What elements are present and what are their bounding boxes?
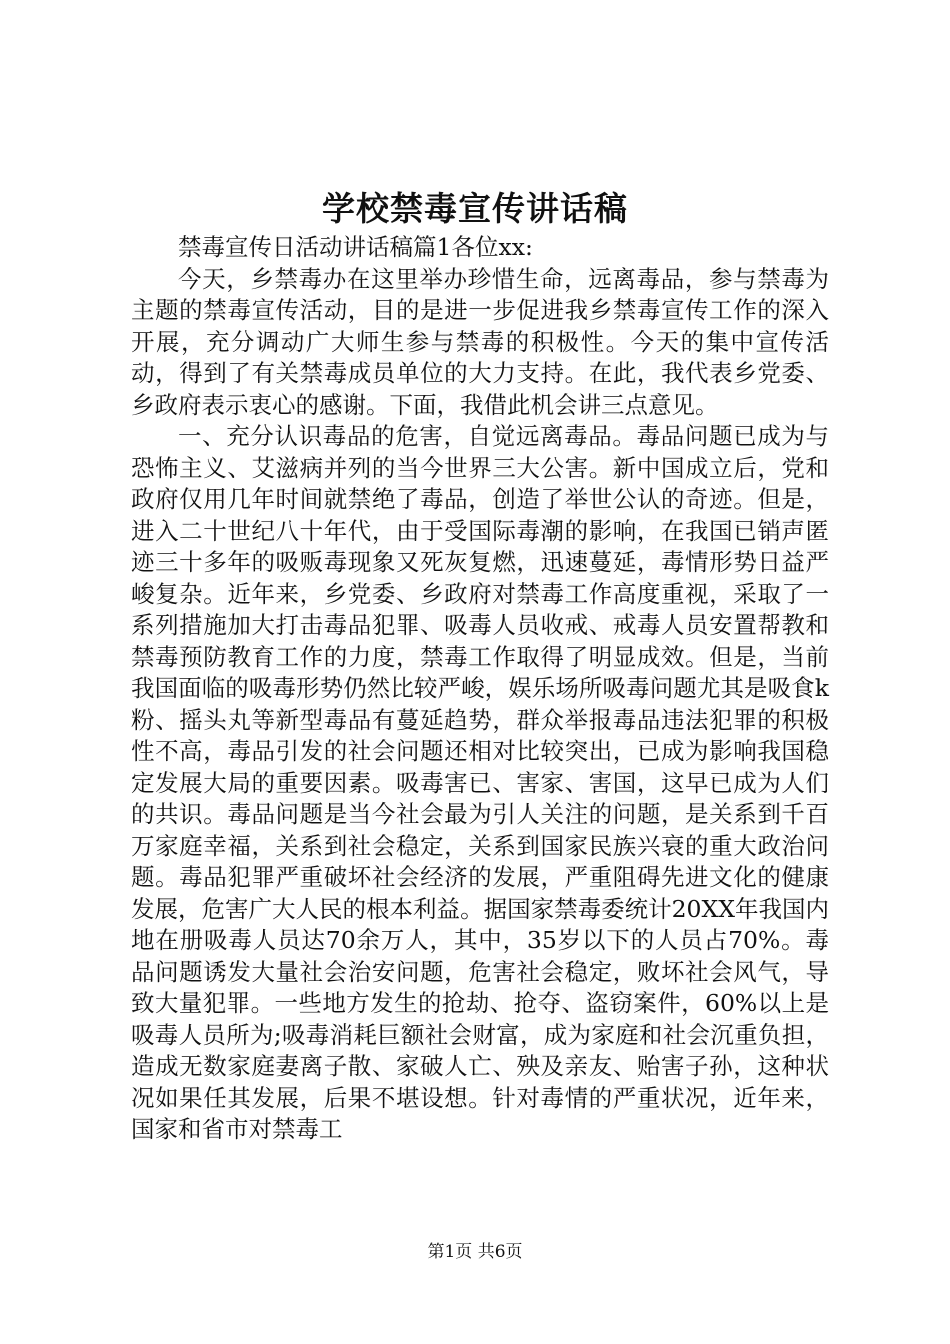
paragraph-introduction: 今天，乡禁毒办在这里举办珍惜生命，远离毒品，参与禁毒为主题的禁毒宣传活动，目的是进一步促进我乡禁毒宣传工作的深入开展，充分调动广大师生参与禁毒的积极性。今天的集中宣传活动，得到了有关禁毒成员单位的大力支持。在此，我代表乡党委、乡政府表示衷心的感谢。下面，我借此机会讲三点意见。 [131,264,829,419]
document-title: 学校禁毒宣传讲话稿 [322,189,628,228]
document-body [131,232,829,1146]
page-number-footer: 第1页 共6页 [427,1242,523,1262]
paragraph-point-one: 一、充分认识毒品的危害，自觉远离毒品。毒品问题已成为与恐怖主义、艾滋病并列的当今世界三大公害。新中国成立后，党和政府仅用几年时间就禁绝了毒品，创造了举世公认的奇迹。但是，进入二十世纪八十年代，由于受国际毒潮的影响，在我国已销声匿迹三十多年的吸贩毒现象又死灰复燃，迅速蔓延，毒情形势日益严峻复杂。近年来，乡党委、乡政府对禁毒工作高度重视，采取了一系列措施加大打击毒品犯罪、吸毒人员收戒、戒毒人员安置帮教和禁毒预防教育工作的力度，禁毒工作取得了明显成效。但是，当前我国面临的吸毒形势仍然比较严峻，娱乐场所吸毒问题尤其是吸食k粉、摇头丸等新型毒品有蔓延趋势，群众举报毒品违法犯罪的积极性不高，毒品引发的社会问题还相对比较突出，已成为影响我国稳定发展大局的重要因素。吸毒害已、害家、害国，这早已成为人们的共识。毒品问题是当今社会最为引人关注的问题，是关系到千百万家庭幸福，关系到社会稳定，关系到国家民族兴衰的重大政治问题。毒品犯罪严重破坏社会经济的发展，严重阻碍先进文化的健康发展，危害广大人民的根本利益。据国家禁毒委统计20XX年我国内地在册吸毒人员达70余万人，其中，35岁以下的人员占70%。毒品问题诱发大量社会治安问题，危害社会稳定，败坏社会风气，导致大量犯罪。一些地方发生的抢劫、抢夺、盗窃案件，60%以上是吸毒人员所为;吸毒消耗巨额社会财富，成为家庭和社会沉重负担，造成无数家庭妻离子散、家破人亡、殃及亲友、贻害子孙，这种状况如果任其发展，后果不堪设想。针对毒情的严重状况，近年来，国家和省市对禁毒工 [131,422,829,1143]
paragraph-salutation: 禁毒宣传日活动讲话稿篇1各位xx: [178,233,533,261]
